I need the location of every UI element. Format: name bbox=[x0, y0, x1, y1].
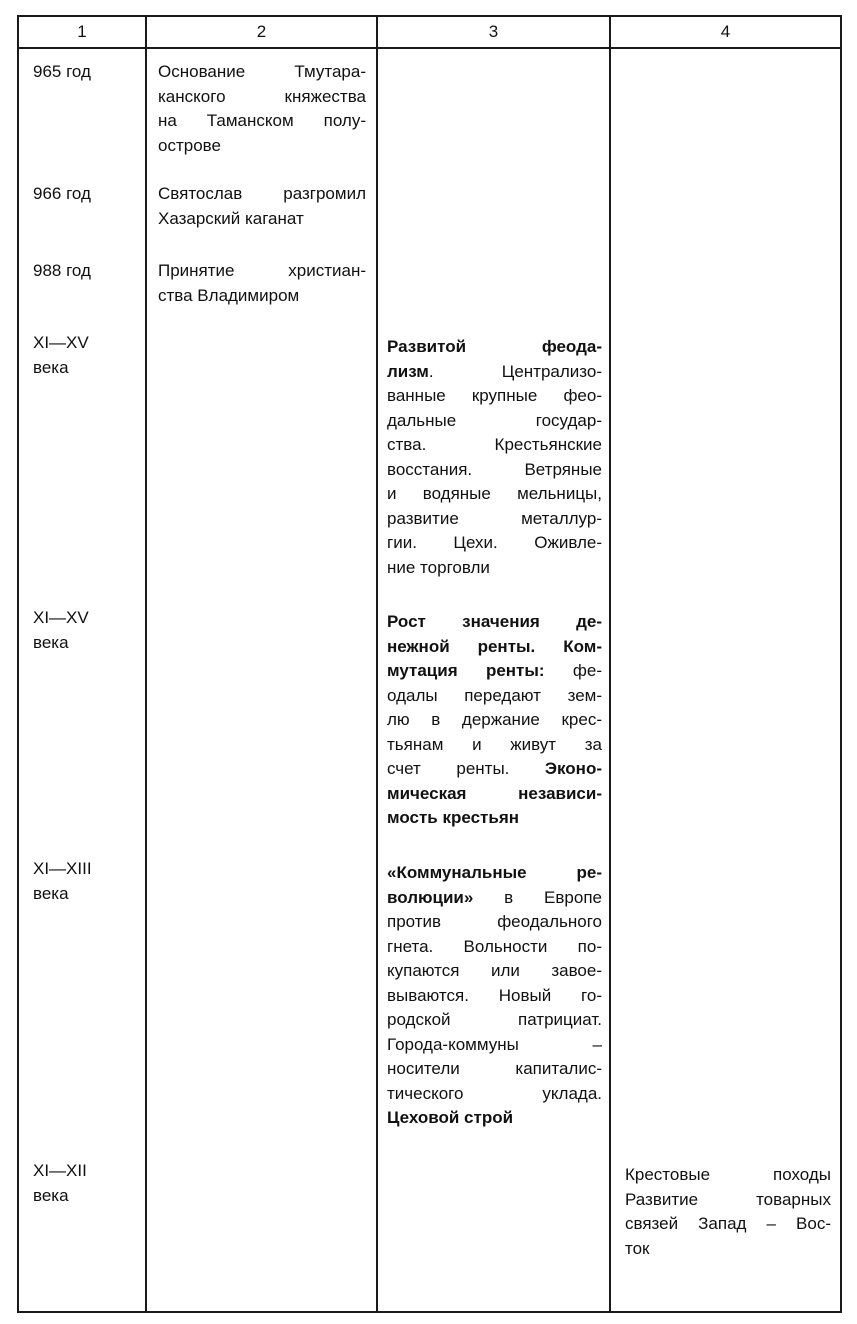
header-col-1: 1 bbox=[18, 16, 146, 48]
events-column bbox=[146, 48, 377, 1312]
date-xi-xv-2: XI—XV века bbox=[33, 608, 89, 652]
event-tmutarakan: Основание Тмутара- канского княжества на Таманском полу- острове bbox=[158, 62, 366, 155]
date-xi-xv-1: XI—XV века bbox=[33, 333, 89, 377]
header-row bbox=[18, 16, 841, 48]
event-khazar: Святослав разгромил Хазарский каганат bbox=[158, 184, 366, 228]
date-xi-xii: XI—XII века bbox=[33, 1161, 87, 1205]
header-col-4: 4 bbox=[610, 16, 841, 48]
process-money-rent: Рост значения де- нежной ренты. Ком- мутация ренты: фе- одалы передают зем- лю в держание крес- тьянам и живут за счет ренты. Эконо- мическая независи- мость крестьян bbox=[387, 612, 602, 827]
date-xi-xiii: XI—XIII века bbox=[33, 859, 92, 903]
date-column bbox=[18, 48, 146, 1312]
document-page bbox=[17, 15, 840, 1311]
chronology-table bbox=[17, 15, 842, 1313]
header-col-3: 3 bbox=[377, 16, 610, 48]
date-966: 966 год bbox=[33, 184, 91, 203]
event-christianity: Принятие христиан- ства Владимиром bbox=[158, 261, 366, 305]
date-988: 988 год bbox=[33, 261, 91, 280]
date-965: 965 год bbox=[33, 62, 91, 81]
header-col-2: 2 bbox=[146, 16, 377, 48]
event-crusades: Крестовые походы Развитие товарных связей Запад – Вос- ток bbox=[625, 1165, 831, 1258]
processes-column bbox=[377, 48, 610, 1312]
process-feudalism: Развитой феода- лизм. Централизо- ванные крупные фео- дальные государ- ства. Крестьянские восстания. Ветряные и водяные мельницы, развитие металлур- гии. Цехи. Оживле- ние торговли bbox=[387, 337, 602, 577]
relations-column bbox=[610, 48, 841, 1312]
table-body-row bbox=[18, 48, 841, 1312]
process-communal-revolutions: «Коммунальные ре- волюции» в Европе против феодального гнета. Вольности по- купаются или завое- вываются. Новый го- родской патрициат. Города-коммуны – носители капиталис- тического уклада. Цеховой строй bbox=[387, 863, 602, 1127]
